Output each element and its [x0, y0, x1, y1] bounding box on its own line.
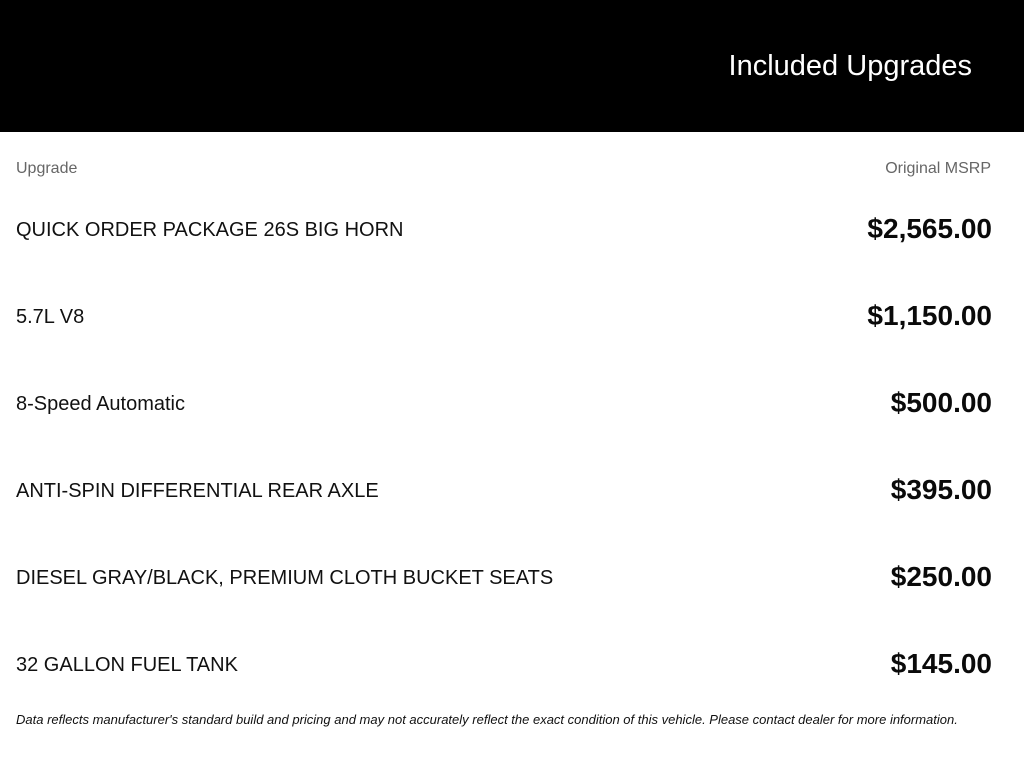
header-banner [0, 0, 1024, 132]
upgrade-name: DIESEL GRAY/BLACK, PREMIUM CLOTH BUCKET SEATS [16, 567, 554, 589]
upgrade-row [16, 532, 992, 619]
upgrades-list [16, 184, 992, 706]
upgrade-price: $145.00 [890, 648, 992, 679]
upgrade-row [16, 619, 992, 706]
upgrade-price: $500.00 [890, 387, 992, 418]
column-headers [16, 160, 991, 180]
upgrade-row [16, 445, 992, 532]
upgrade-row [16, 358, 992, 445]
upgrade-price: $395.00 [890, 474, 992, 505]
upgrade-name: 5.7L V8 [16, 306, 85, 328]
upgrade-row [16, 184, 992, 271]
upgrade-name: QUICK ORDER PACKAGE 26S BIG HORN [16, 219, 404, 241]
upgrade-price: $2,565.00 [867, 213, 992, 244]
page-title: Included Upgrades [728, 50, 972, 82]
upgrade-name: 8-Speed Automatic [16, 393, 185, 415]
msrp-column-header: Original MSRP [885, 160, 991, 177]
upgrade-name: 32 GALLON FUEL TANK [16, 654, 238, 676]
upgrade-price: $250.00 [890, 561, 992, 592]
upgrade-column-header: Upgrade [16, 160, 78, 177]
upgrade-row [16, 271, 992, 358]
upgrade-name: ANTI-SPIN DIFFERENTIAL REAR AXLE [16, 480, 379, 502]
upgrade-price: $1,150.00 [867, 300, 992, 331]
disclaimer-text: Data reflects manufacturer's standard build and pricing and may not accurately reflect the exact condition of this vehicle. Please contact dealer for more information. [16, 712, 958, 727]
